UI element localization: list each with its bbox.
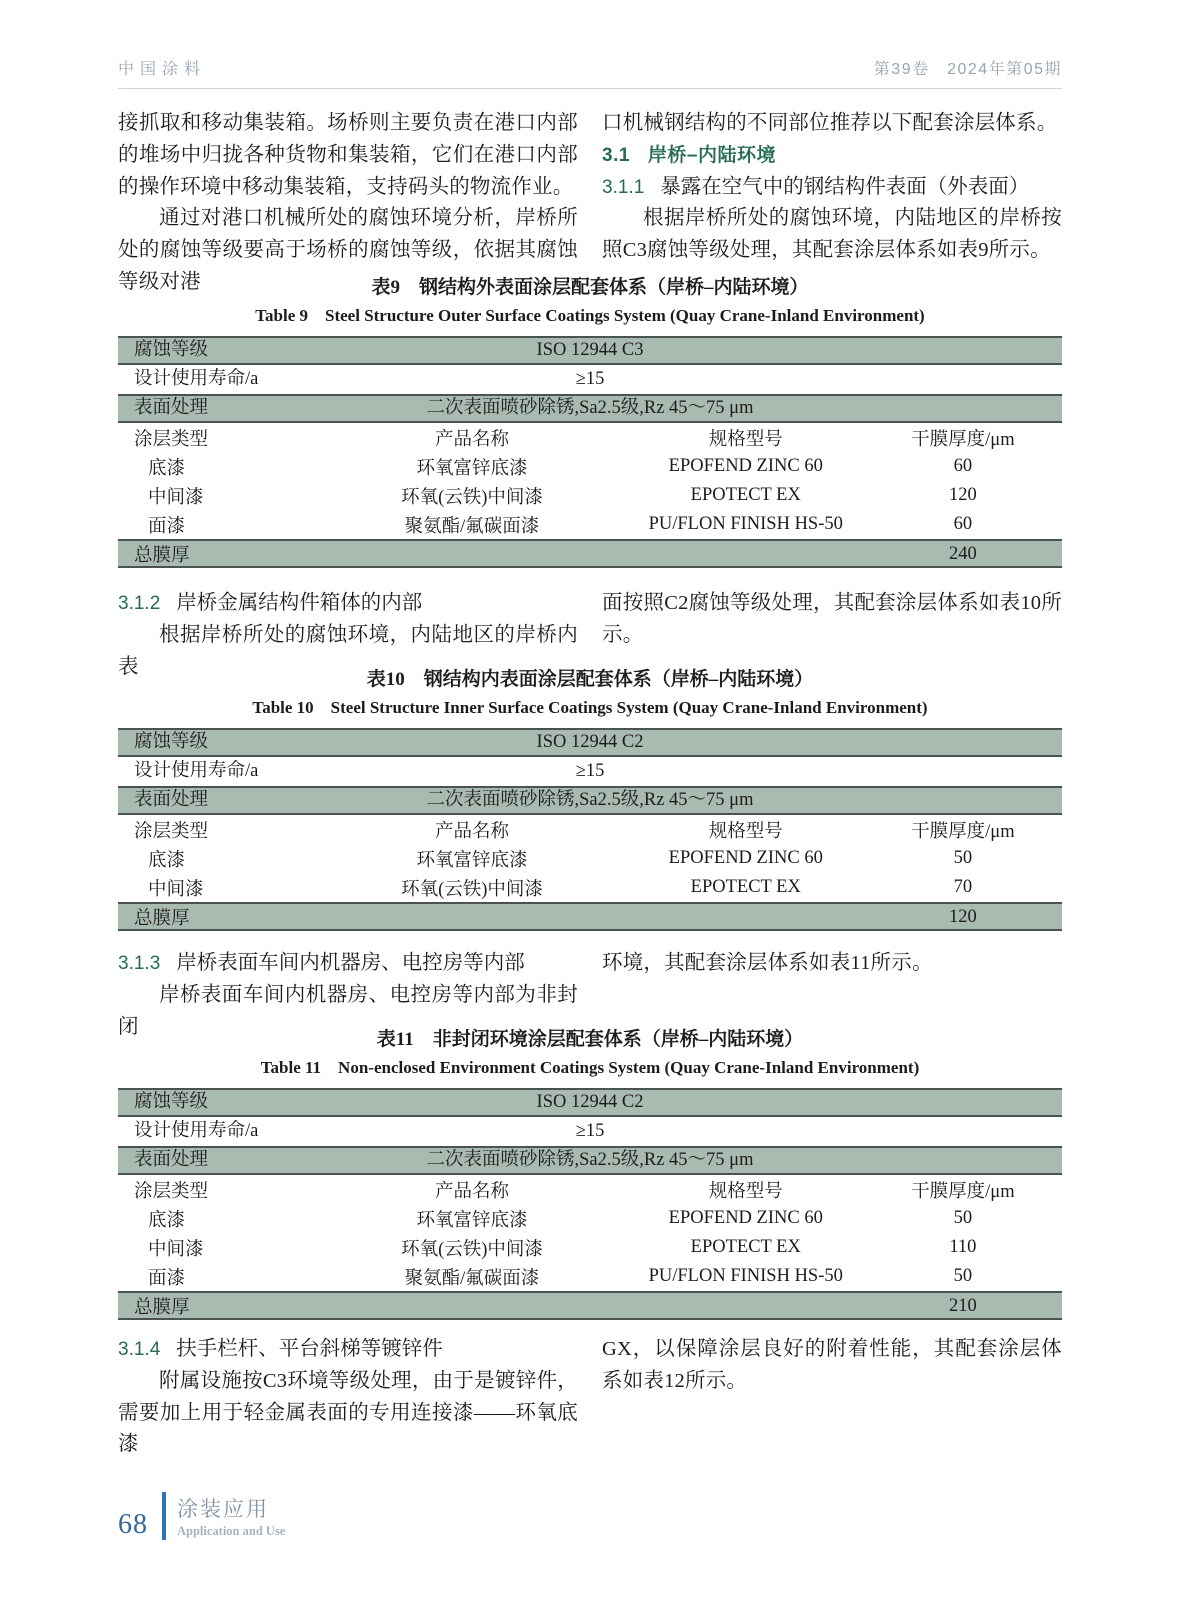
column-header: 规格型号 (708, 1181, 783, 1202)
row-label: 设计使用寿命/a (134, 761, 259, 781)
section-number: 3.1.2 (118, 593, 161, 614)
row-label: 表面处理 (134, 790, 209, 810)
cell: 70 (953, 877, 973, 897)
section-title: 岸桥金属结构件箱体的内部 (176, 592, 423, 614)
column-header: 产品名称 (434, 821, 509, 842)
column-header: 干膜厚度/μm (911, 1181, 1015, 1202)
section-title: 岸桥表面车间内机器房、电控房等内部 (176, 952, 525, 974)
cell: EPOFEND ZINC 60 (668, 456, 823, 476)
cell: 聚氨酯/氟碳面漆 (404, 516, 540, 537)
table-header-row (118, 1175, 1062, 1204)
table-row (118, 336, 1062, 365)
total-label: 总膜厚 (134, 1298, 190, 1318)
row-value: ISO 12944 C2 (536, 1092, 644, 1112)
cell: 环氧(云铁)中间漆 (401, 487, 543, 508)
cell: 底漆 (148, 1210, 186, 1231)
table-row (118, 728, 1062, 757)
table-total-row (118, 902, 1062, 931)
table-row (118, 1146, 1062, 1175)
row-label: 设计使用寿命/a (134, 1121, 259, 1141)
cell: 50 (953, 848, 973, 868)
section-number: 3.1 (602, 144, 630, 166)
table-row (118, 1262, 1062, 1291)
intro-left-column (118, 108, 578, 299)
row-value: ISO 12944 C2 (536, 732, 644, 752)
table9-title-zh: 表9 钢结构外表面涂层配套体系（岸桥–内陆环境） (371, 277, 809, 298)
paragraph: 根据岸桥所处的腐蚀环境，内陆地区的岸桥按照C3腐蚀等级处理，其配套涂层体系如表9所示。 (602, 207, 1062, 262)
cell: 120 (948, 485, 977, 505)
table-row (118, 786, 1062, 815)
table-row (118, 1117, 1062, 1146)
cell: 60 (953, 456, 973, 476)
cell: 中间漆 (148, 879, 204, 900)
table9-title-en: Table 9 Steel Structure Outer Surface Coatings System (Quay Crane-Inland Environment) (255, 306, 925, 325)
table-row (118, 844, 1062, 873)
table10-title-zh: 表10 钢结构内表面涂层配套体系（岸桥–内陆环境） (366, 669, 814, 690)
cell: 110 (949, 1237, 977, 1257)
row-label: 腐蚀等级 (134, 732, 209, 752)
cell: 50 (953, 1208, 973, 1228)
row-label: 表面处理 (134, 1150, 209, 1170)
paragraph: 根据岸桥所处的腐蚀环境，内陆地区的岸桥内表 (118, 623, 578, 678)
row-value: 二次表面喷砂除锈,Sa2.5级,Rz 45～75 μm (426, 1150, 754, 1170)
cell: 环氧富锌底漆 (416, 1210, 528, 1231)
cell: 中间漆 (148, 1239, 204, 1260)
row-value: ≥15 (575, 369, 605, 389)
table-row (118, 481, 1062, 510)
cell: 中间漆 (148, 487, 204, 508)
column-header: 涂层类型 (134, 821, 209, 842)
table-row (118, 1233, 1062, 1262)
paragraph: 面按照C2腐蚀等级处理，其配套涂层体系如表10所示。 (602, 592, 1062, 646)
table10-section (118, 668, 1062, 931)
paragraph: 通过对港口机械所处的腐蚀环境分析，岸桥所处的腐蚀等级要高于场桥的腐蚀等级，依据其腐蚀等级对港 (118, 207, 578, 293)
table-total-row (118, 539, 1062, 568)
intro-right-column (602, 108, 1062, 299)
column-header: 干膜厚度/μm (911, 821, 1015, 842)
total-value: 240 (948, 543, 977, 564)
table-row (118, 873, 1062, 902)
cell: 60 (953, 514, 973, 534)
cell: 环氧(云铁)中间漆 (401, 879, 543, 900)
footer-column-name (177, 1496, 285, 1540)
cell: EPOTECT EX (690, 485, 801, 505)
cell: 环氧(云铁)中间漆 (401, 1239, 543, 1260)
cell: 面漆 (148, 1268, 186, 1289)
section-number: 3.1.4 (118, 1339, 161, 1360)
section-left-column (118, 1334, 578, 1461)
row-value: 二次表面喷砂除锈,Sa2.5级,Rz 45～75 μm (426, 790, 754, 810)
table-row (118, 394, 1062, 423)
table11 (118, 1088, 1062, 1320)
column-header: 产品名称 (434, 429, 509, 450)
total-value: 120 (948, 906, 977, 927)
cell: 面漆 (148, 516, 186, 537)
column-name-zh: 涂装应用 (177, 1497, 269, 1521)
row-value: ≥15 (575, 761, 605, 781)
table-row (118, 1088, 1062, 1117)
cell: 环氧富锌底漆 (416, 458, 528, 479)
section-title: 扶手栏杆、平台斜梯等镀锌件 (176, 1338, 443, 1360)
page-header (118, 56, 1062, 89)
table-row (118, 365, 1062, 394)
table9 (118, 336, 1062, 568)
cell: PU/FLON FINISH HS-50 (648, 514, 843, 534)
section-heading-3-1-4 (118, 1334, 578, 1366)
total-label: 总膜厚 (134, 546, 190, 566)
table11-section (118, 1028, 1062, 1320)
section-heading-3-1-1 (602, 172, 1062, 204)
paragraph: 口机械钢结构的不同部位推荐以下配套涂层体系。 (602, 112, 1058, 134)
table-header-row (118, 423, 1062, 452)
cell: 底漆 (148, 458, 186, 479)
row-label: 腐蚀等级 (134, 340, 209, 360)
page-number: 68 (118, 1509, 148, 1540)
cell: 底漆 (148, 850, 186, 871)
section-number: 3.1.1 (602, 176, 645, 198)
row-value: 二次表面喷砂除锈,Sa2.5级,Rz 45～75 μm (426, 398, 754, 418)
table-header-row (118, 815, 1062, 844)
table-total-row (118, 1291, 1062, 1320)
paragraph: 接抓取和移动集装箱。场桥则主要负责在港口内部的堆场中归拢各种货物和集装箱，它们在港口内部的操作环境中移动集装箱，支持码头的物流作业。 (118, 112, 578, 198)
table9-section (118, 276, 1062, 568)
paragraph: 附属设施按C3环境等级处理，由于是镀锌件，需要加上用于轻金属表面的专用连接漆——环氧底漆 (118, 1369, 578, 1456)
total-value: 210 (948, 1295, 977, 1316)
section-heading-3-1-3 (118, 948, 578, 980)
journal-name: 中国涂料 (118, 61, 207, 78)
table10 (118, 728, 1062, 931)
row-label: 设计使用寿命/a (134, 369, 259, 389)
cell: 50 (953, 1266, 973, 1286)
row-value: ISO 12944 C3 (536, 340, 644, 360)
column-header: 规格型号 (708, 429, 783, 450)
section-number: 3.1.3 (118, 953, 161, 974)
section-title: 暴露在空气中的钢结构件表面（外表面） (660, 175, 1030, 198)
cell: EPOTECT EX (690, 877, 801, 897)
footer-divider-bar (162, 1492, 166, 1540)
section-title: 岸桥–内陆环境 (647, 144, 776, 166)
row-label: 腐蚀等级 (134, 1092, 209, 1112)
paragraph: 环境，其配套涂层体系如表11所示。 (602, 952, 933, 974)
section-heading-3-1-2 (118, 588, 578, 620)
table-row (118, 1204, 1062, 1233)
paragraph: 岸桥表面车间内机器房、电控房等内部为非封闭 (118, 983, 578, 1038)
section-right-column (602, 1334, 1062, 1461)
table11-title-en: Table 11 Non-enclosed Environment Coatings System (Quay Crane-Inland Environment) (260, 1058, 920, 1077)
row-label: 表面处理 (134, 398, 209, 418)
cell: 聚氨酯/氟碳面漆 (404, 1268, 540, 1289)
column-header: 产品名称 (434, 1181, 509, 1202)
column-header: 规格型号 (708, 821, 783, 842)
column-header: 涂层类型 (134, 429, 209, 450)
cell: PU/FLON FINISH HS-50 (648, 1266, 843, 1286)
section-3-1-4 (118, 1334, 1062, 1461)
paragraph: GX，以保障涂层良好的附着性能，其配套涂层体系如表12所示。 (602, 1338, 1062, 1392)
column-name-en: Application and Use (177, 1524, 286, 1538)
table10-title-en: Table 10 Steel Structure Inner Surface Coatings System (Quay Crane-Inland Environment) (252, 698, 928, 717)
section-heading-3-1 (602, 140, 1062, 172)
column-header: 干膜厚度/μm (911, 429, 1015, 450)
total-label: 总膜厚 (134, 909, 190, 929)
table-row (118, 452, 1062, 481)
cell: EPOFEND ZINC 60 (668, 848, 823, 868)
cell: EPOTECT EX (690, 1237, 801, 1257)
cell: 环氧富锌底漆 (416, 850, 528, 871)
table11-title-zh: 表11 非封闭环境涂层配套体系（岸桥–内陆环境） (376, 1029, 804, 1050)
cell: EPOFEND ZINC 60 (668, 1208, 823, 1228)
column-header: 涂层类型 (134, 1181, 209, 1202)
intro-section (118, 108, 1062, 299)
page-footer (118, 1492, 1062, 1540)
table-row (118, 757, 1062, 786)
issue-info: 第39卷 2024年第05期 (873, 61, 1062, 78)
row-value: ≥15 (575, 1121, 605, 1141)
table-row (118, 510, 1062, 539)
